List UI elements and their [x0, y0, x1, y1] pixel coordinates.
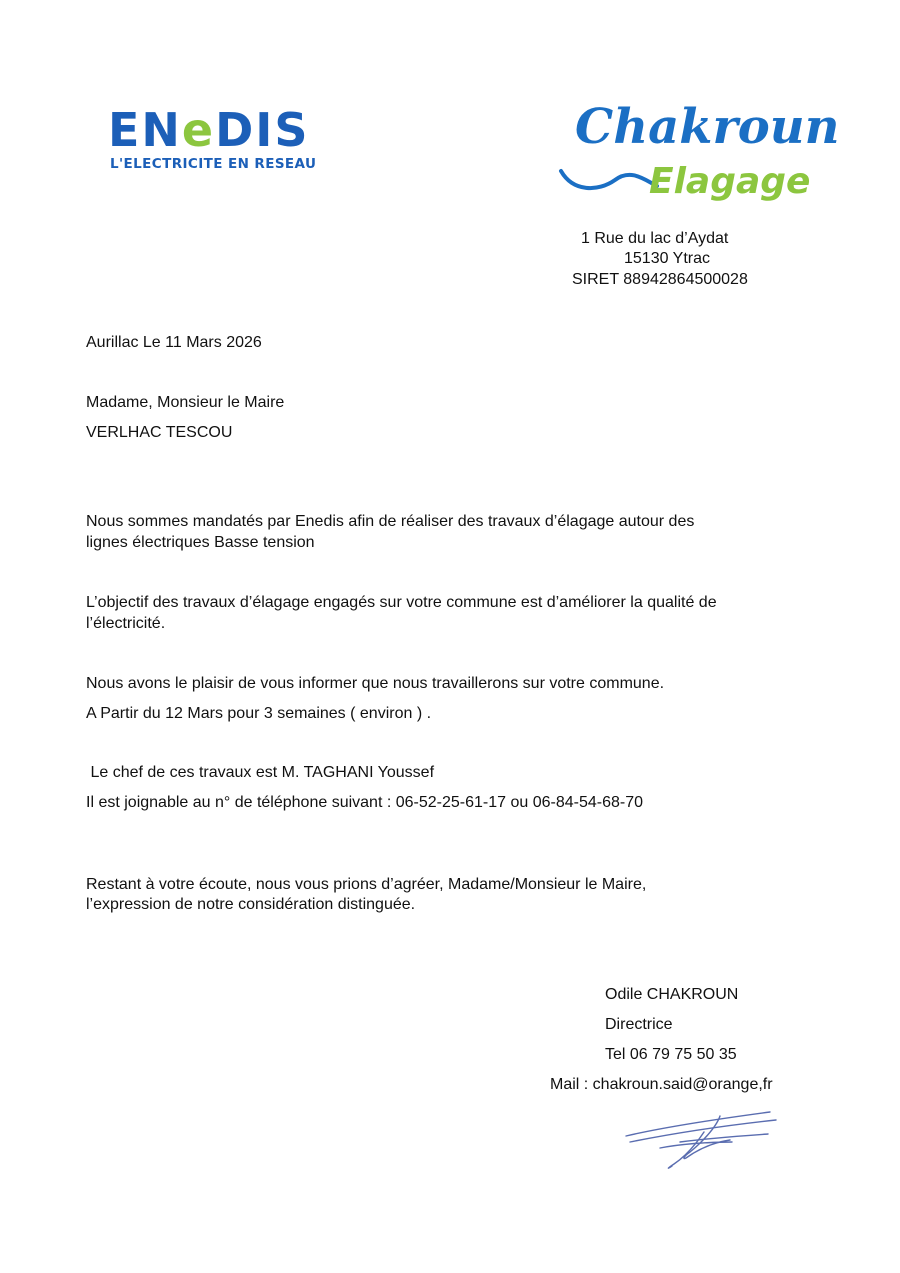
- paragraph-5-line-1: Restant à votre écoute, nous vous prions d’agréer, Madame/Monsieur le Maire,: [86, 876, 647, 893]
- paragraph-3-line-1: Nous avons le plaisir de vous informer que nous travaillerons sur votre commune.: [86, 675, 665, 692]
- enedis-wordmark: ENeDIS: [108, 103, 310, 157]
- closing-tel: Tel 06 79 75 50 35: [605, 1046, 737, 1063]
- enedis-logo: [108, 105, 348, 175]
- enedis-tagline: L'ELECTRICITE EN RESEAU: [110, 156, 317, 172]
- paragraph-2-line-2: l’électricité.: [86, 615, 166, 632]
- closing-name: Odile CHAKROUN: [605, 986, 739, 1003]
- chakroun-subtitle: Elagage: [649, 161, 811, 202]
- closing-mail: Mail : chakroun.said@orange,fr: [550, 1076, 773, 1093]
- recipient-commune: VERLHAC TESCOU: [86, 424, 233, 441]
- paragraph-1-line-2: lignes électriques Basse tension: [86, 534, 315, 551]
- date-line: Aurillac Le 11 Mars 2026: [86, 334, 262, 351]
- paragraph-3-line-2: A Partir du 12 Mars pour 3 semaines ( environ ) .: [86, 705, 432, 722]
- closing-role: Directrice: [605, 1016, 673, 1033]
- paragraph-1-line-1: Nous sommes mandatés par Enedis afin de réaliser des travaux d’élagage autour des: [86, 513, 695, 530]
- paragraph-4-line-1: Le chef de ces travaux est M. TAGHANI Youssef: [86, 764, 435, 781]
- chakroun-elagage-logo: [553, 96, 840, 216]
- paragraph-5-line-2: l’expression de notre considération distinguée.: [86, 896, 416, 913]
- recipient-title: Madame, Monsieur le Maire: [86, 394, 285, 411]
- paragraph-2-line-1: L’objectif des travaux d’élagage engagés sur votre commune est d’améliorer la qualité de: [86, 594, 717, 611]
- sender-city: 15130 Ytrac: [624, 250, 710, 267]
- paragraph-4-line-2: Il est joignable au n° de téléphone suivant : 06-52-25-61-17 ou 06-84-54-68-70: [86, 794, 644, 811]
- handwritten-signature: [620, 1098, 790, 1173]
- sender-siret: SIRET 88942864500028: [572, 271, 748, 288]
- sender-address: 1 Rue du lac d’Aydat: [581, 230, 729, 247]
- chakroun-name: Chakroun: [575, 99, 840, 155]
